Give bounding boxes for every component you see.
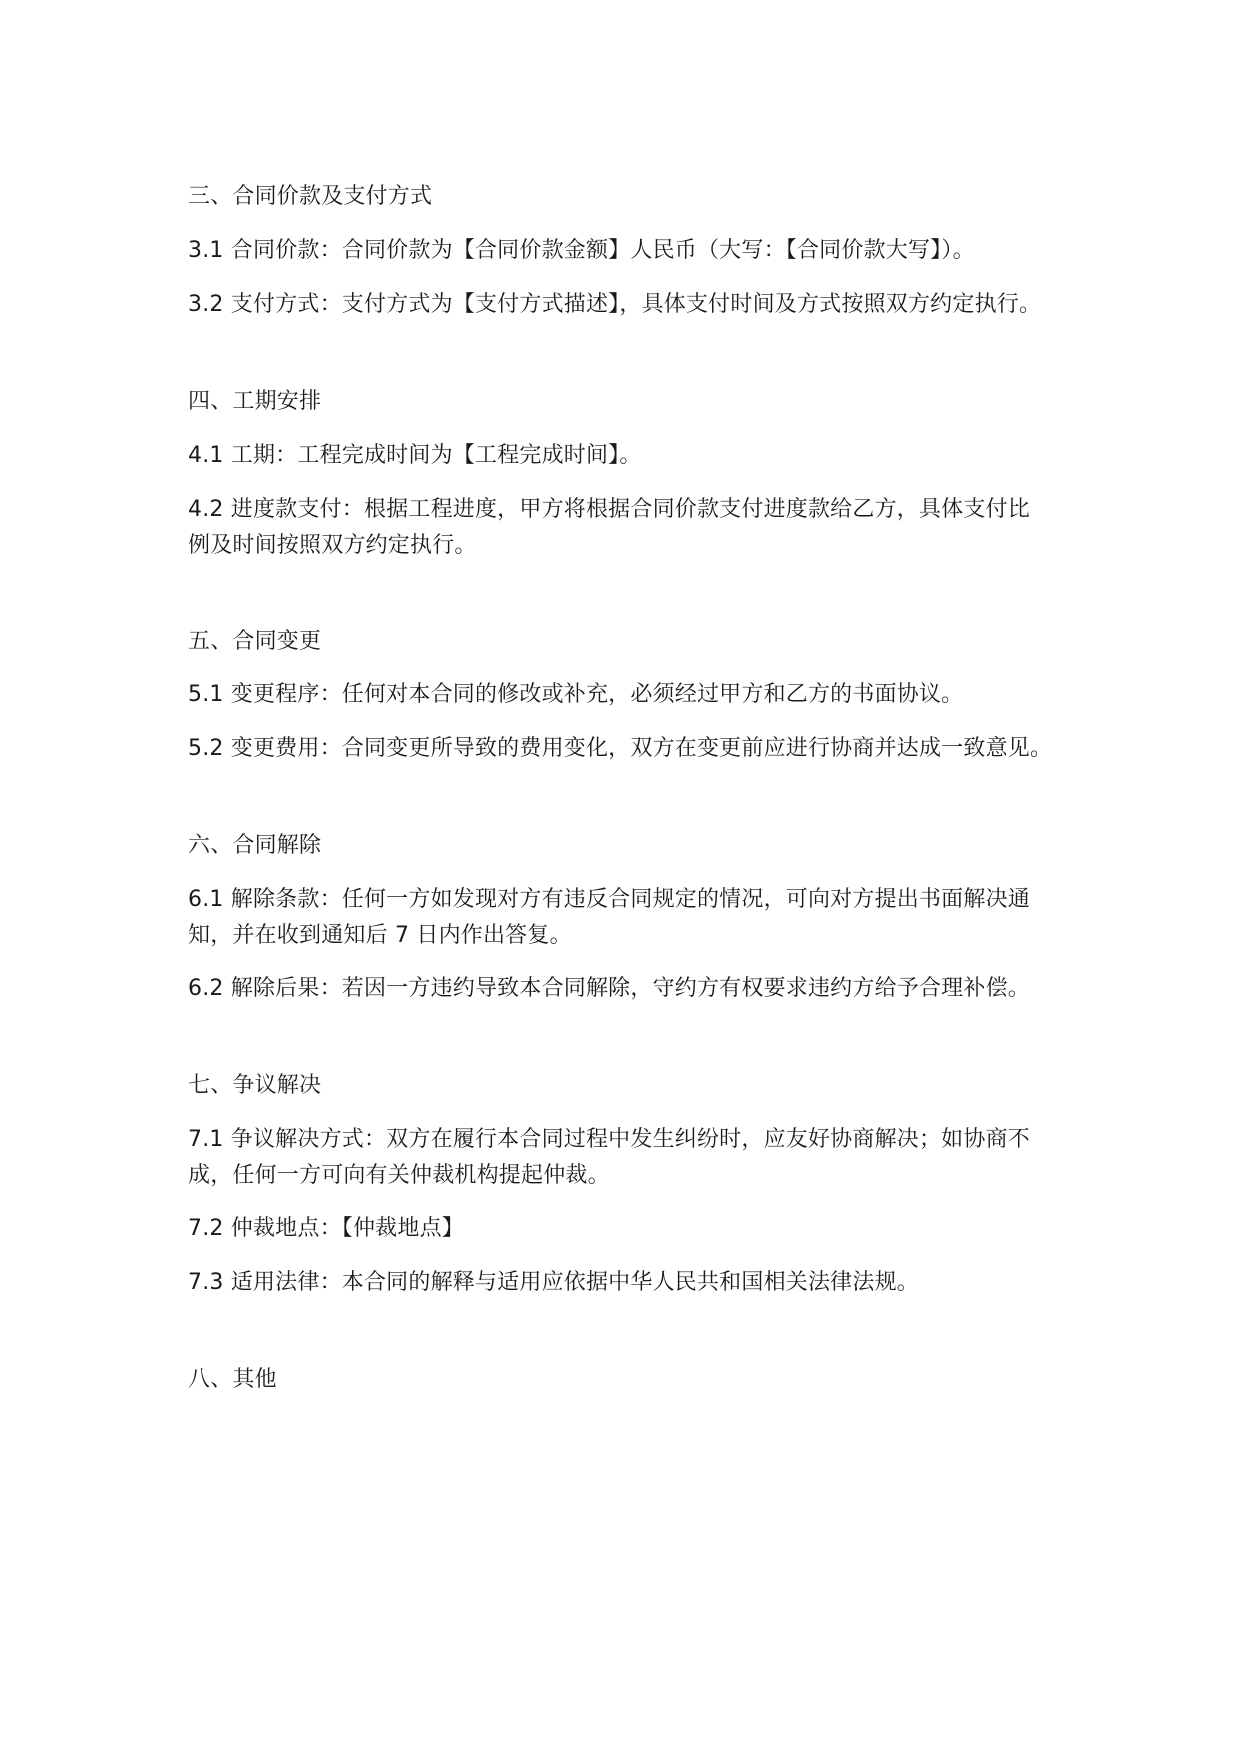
clause-line: 6.2 解除后果：若因一方违约导致本合同解除，守约方有权要求违约方给予合理补偿。 [188,976,1030,1001]
clause-line: 知，并在收到通知后 7 日内作出答复。 [188,923,572,948]
clause-line: 3.1 合同价款：合同价款为【合同价款金额】人民币（大写：【合同价款大写】）。 [188,238,975,263]
clause-line: 例及时间按照双方约定执行。 [188,533,477,558]
clause-line: 5.1 变更程序：任何对本合同的修改或补充，必须经过甲方和乙方的书面协议。 [188,682,964,707]
section-heading: 五、合同变更 [188,629,322,654]
clause-line: 7.2 仲裁地点：【仲裁地点】 [188,1216,464,1241]
clause-line: 4.1 工期：工程完成时间为【工程完成时间】。 [188,443,642,468]
section-heading: 四、工期安排 [188,389,322,414]
clause-line: 3.2 支付方式：支付方式为【支付方式描述】，具体支付时间及方式按照双方约定执行。 [188,292,1042,317]
clause-line: 7.3 适用法律：本合同的解释与适用应依据中华人民共和国相关法律法规。 [188,1270,919,1295]
clause-line: 6.1 解除条款：任何一方如发现对方有违反合同规定的情况，可向对方提出书面解决通 [188,887,1030,912]
section-heading: 三、合同价款及支付方式 [188,184,433,209]
clause-line: 5.2 变更费用：合同变更所导致的费用变化，双方在变更前应进行协商并达成一致意见。 [188,736,1053,761]
section-heading: 七、争议解决 [188,1073,322,1098]
section-heading: 六、合同解除 [188,833,322,858]
section-heading: 八、其他 [188,1367,277,1392]
clause-line: 7.1 争议解决方式：双方在履行本合同过程中发生纠纷时，应友好协商解决；如协商不 [188,1127,1030,1152]
clause-line: 4.2 进度款支付：根据工程进度，甲方将根据合同价款支付进度款给乙方，具体支付比 [188,497,1030,522]
clause-line: 成，任何一方可向有关仲裁机构提起仲裁。 [188,1163,610,1188]
